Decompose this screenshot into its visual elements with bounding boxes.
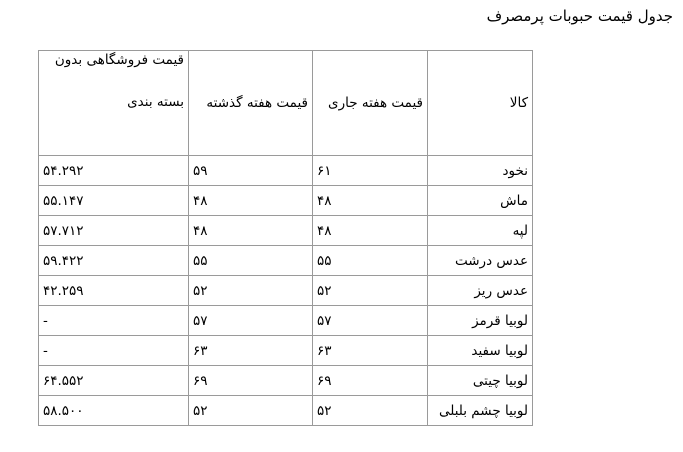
header-last-week: قیمت هفته گذشته	[189, 51, 313, 156]
cell-last-week: ۵۲	[189, 276, 313, 306]
cell-kala: لوبیا قرمز	[428, 306, 533, 336]
cell-last-week: ۵۹	[189, 156, 313, 186]
header-current-week: قیمت هفته جاری	[313, 51, 428, 156]
cell-kala: ماش	[428, 186, 533, 216]
cell-kala: نخود	[428, 156, 533, 186]
cell-current-week: ۵۲	[313, 396, 428, 426]
cell-last-week: ۵۲	[189, 396, 313, 426]
table-row	[39, 366, 533, 396]
cell-kala: لپه	[428, 216, 533, 246]
header-store-line2: بسته بندی	[127, 94, 184, 110]
cell-current-week: ۶۳	[313, 336, 428, 366]
cell-kala: عدس درشت	[428, 246, 533, 276]
cell-store-price: ۶۴.۵۵۲	[39, 366, 189, 396]
cell-current-week: ۴۸	[313, 216, 428, 246]
cell-kala: لوبیا سفید	[428, 336, 533, 366]
table-row	[39, 216, 533, 246]
cell-store-price: ۵۹.۴۲۲	[39, 246, 189, 276]
cell-current-week: ۶۹	[313, 366, 428, 396]
cell-last-week: ۴۸	[189, 216, 313, 246]
cell-kala: لوبیا چیتی	[428, 366, 533, 396]
cell-kala: عدس ریز	[428, 276, 533, 306]
cell-store-price: ۵۵.۱۴۷	[39, 186, 189, 216]
cell-current-week: ۵۷	[313, 306, 428, 336]
cell-store-price: ۴۲.۲۵۹	[39, 276, 189, 306]
cell-current-week: ۵۵	[313, 246, 428, 276]
cell-last-week: ۶۳	[189, 336, 313, 366]
cell-current-week: ۴۸	[313, 186, 428, 216]
cell-kala: لوبیا چشم بلبلی	[428, 396, 533, 426]
cell-store-price: ۵۴.۲۹۲	[39, 156, 189, 186]
page-title: جدول قیمت حبوبات پرمصرف	[486, 7, 673, 25]
table-row	[39, 186, 533, 216]
table-row	[39, 396, 533, 426]
table-row	[39, 306, 533, 336]
cell-last-week: ۶۹	[189, 366, 313, 396]
cell-store-price: ۵۷.۷۱۲	[39, 216, 189, 246]
table-row	[39, 156, 533, 186]
price-table	[38, 50, 533, 426]
table-row	[39, 276, 533, 306]
table-row	[39, 246, 533, 276]
cell-store-price: -	[39, 306, 189, 336]
table-body	[39, 156, 533, 426]
cell-last-week: ۵۷	[189, 306, 313, 336]
table-header-row	[39, 51, 533, 156]
header-kala: کالا	[428, 51, 533, 156]
cell-last-week: ۵۵	[189, 246, 313, 276]
header-store-line1: قیمت فروشگاهی بدون	[54, 52, 184, 68]
cell-store-price: -	[39, 336, 189, 366]
cell-current-week: ۵۲	[313, 276, 428, 306]
header-store-price	[39, 51, 189, 156]
cell-last-week: ۴۸	[189, 186, 313, 216]
table-row	[39, 336, 533, 366]
cell-store-price: ۵۸.۵۰۰	[39, 396, 189, 426]
cell-current-week: ۶۱	[313, 156, 428, 186]
